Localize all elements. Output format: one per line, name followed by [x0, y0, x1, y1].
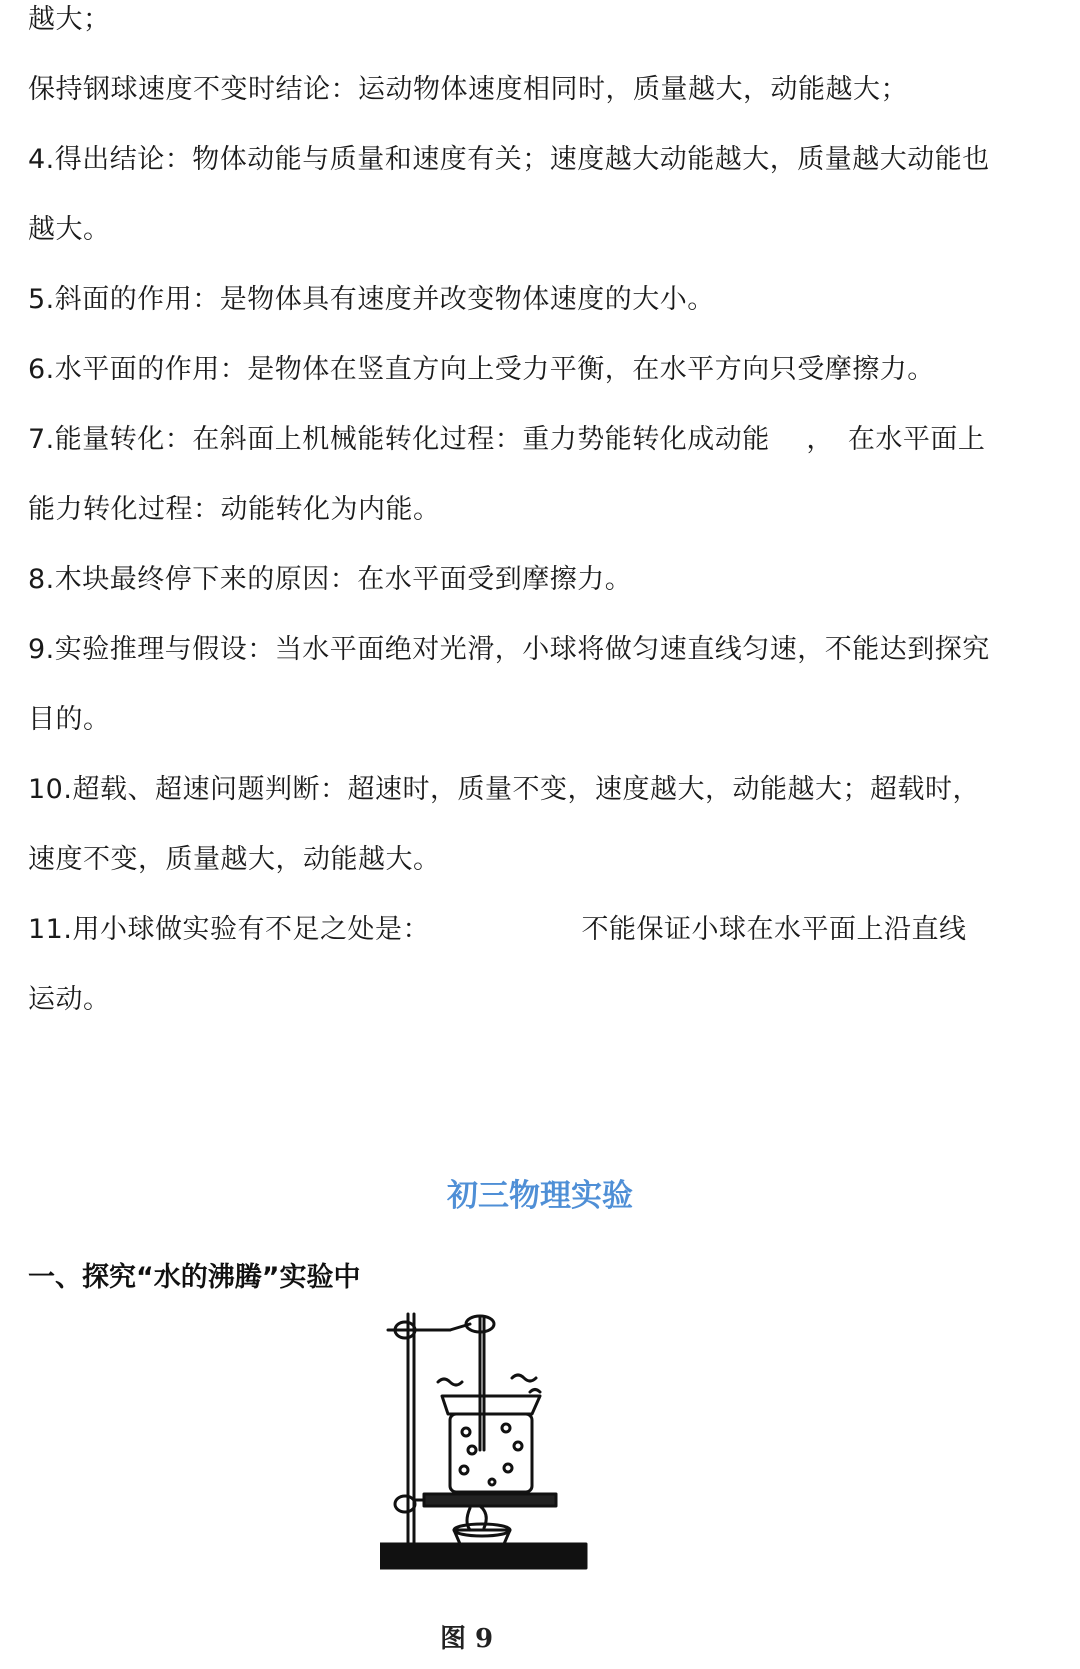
text-line-4: 越大。 [28, 214, 111, 245]
boiling-water-apparatus-illustration [380, 1300, 640, 1600]
text-line-5: 5.斜面的作用：是物体具有速度并改变物体速度的大小。 [28, 284, 715, 315]
text-line-2: 保持钢球速度不变时结论：运动物体速度相同时，质量越大，动能越大； [28, 74, 908, 105]
text-line-11: 目的。 [28, 704, 111, 735]
text-line-9: 8.木块最终停下来的原因：在水平面受到摩擦力。 [28, 564, 633, 595]
text-line-6: 6.水平面的作用：是物体在竖直方向上受力平衡，在水平方向只受摩擦力。 [28, 354, 935, 385]
figure-caption: 图 9 [440, 1624, 494, 1654]
text-line-12: 10.超载、超速问题判断：超速时，质量不变，速度越大，动能越大；超载时， [28, 774, 980, 805]
text-line-7: 7.能量转化：在斜面上机械能转化过程：重力势能转化成动能 ， 在水平面上 [28, 424, 986, 455]
text-line-3: 4.得出结论：物体动能与质量和速度有关；速度越大动能越大，质量越大动能也 [28, 144, 990, 175]
text-line-14: 11.用小球做实验有不足之处是： 不能保证小球在水平面上沿直线 [28, 914, 967, 945]
text-line-13: 速度不变，质量越大，动能越大。 [28, 844, 441, 875]
text-line-1: 越大； [28, 4, 111, 35]
text-line-10: 9.实验推理与假设：当水平面绝对光滑，小球将做匀速直线匀速，不能达到探究 [28, 634, 990, 665]
text-line-15: 运动。 [28, 984, 111, 1015]
experiment-title: 一、探究“水的沸腾”实验中 [28, 1262, 361, 1293]
section-heading: 初三物理实验 [447, 1178, 633, 1214]
text-line-8: 能力转化过程：动能转化为内能。 [28, 494, 441, 525]
